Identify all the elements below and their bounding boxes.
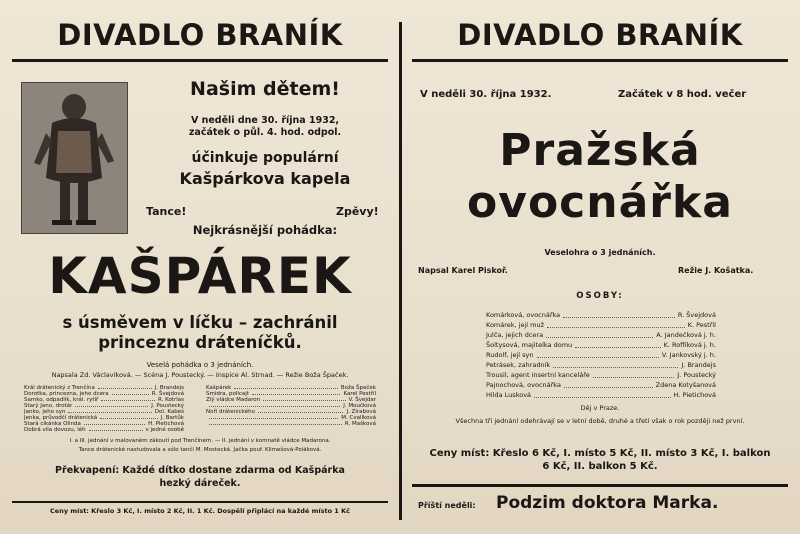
left-fairytale: Nejkrásnější pohádka: <box>192 223 338 237</box>
left-footer-rule <box>12 501 388 503</box>
cast-row: Samko, odpadlík, král. rytíř R. Kotrlas <box>24 397 184 403</box>
cast-row: Zlý vládce Madaron V. Švejdar <box>206 397 376 403</box>
center-divider <box>399 22 402 520</box>
cast-row: Stará cikánka Olinda H. Pietichová <box>24 421 184 427</box>
right-genre: Veselohra o 3 jednáních. <box>544 248 656 257</box>
right-cast-list <box>486 310 716 400</box>
right-next-title: Podzim doktora Marka. <box>496 493 719 513</box>
right-header-rule <box>412 59 788 62</box>
cast-row: Trousil, agent insertní kanceláře J. Poustecký <box>486 371 716 379</box>
right-note: Všechna tři jednání odehrávají se v letní době, druhé a třetí však o rok později než první. <box>455 417 745 425</box>
cast-row: M. Cvalíková <box>206 415 376 421</box>
cast-row: R. Mašková <box>206 421 376 427</box>
left-genre: Veselá pohádka o 3 jednáních. <box>146 361 254 369</box>
right-footer-rule <box>412 484 788 487</box>
left-note-2: Tance drátenické nastudovala a sólo tančí M. Mostecká. Jačka pouf. Klimešová-Poláková. <box>78 447 322 453</box>
left-header: DIVADLO BRANÍK <box>57 18 343 52</box>
cast-row: Petrásek, zahradník J. Brandejs <box>486 361 716 369</box>
right-next-label: Příští neděli: <box>418 501 476 510</box>
cast-row: J. Moučková <box>206 403 376 409</box>
cast-row: Pajnochová, ovocnářka Zdena Kotyšanová <box>486 381 716 389</box>
right-date: V neděli 30. října 1932. <box>420 89 552 100</box>
right-header: DIVADLO BRANÍK <box>457 18 743 52</box>
right-time: Začátek v 8 hod. večer <box>618 89 747 100</box>
left-note-1: I. a III. jednání v malovaném zákoutí pod Trenčínem. — II. jednání v komnatě vládce Madarona. <box>69 438 331 444</box>
left-credits: Napsala Zd. Václavíková. — Scéna J. Poustecký. — Inspice Al. Strnad. — Režie Boža Špaček. <box>51 371 349 379</box>
cast-row: Julča, jejich dcera A. Jandečková j. h. <box>486 331 716 339</box>
cast-row: Smidra, policajt Karel Pestřil <box>206 391 376 397</box>
left-band: Kašpárkova kapela <box>179 169 351 188</box>
left-cast-list-2 <box>206 385 376 427</box>
right-place: Děj v Praze. <box>580 404 620 412</box>
cast-row: Rudolf, její syn V. Jankovský j. h. <box>486 351 716 359</box>
right-prices-1: Ceny míst: Křeslo 6 Kč, I. místo 5 Kč, II. místo 3 Kč, I. balkon <box>429 448 771 459</box>
right-author: Napsal Karel Piskoř. <box>418 266 508 275</box>
right-prices-2: 6 Kč, II. balkon 5 Kč. <box>542 461 658 472</box>
cast-row: Komárek, její muž K. Pestřil <box>486 321 716 329</box>
right-director: Režie J. Košatka. <box>678 266 754 275</box>
left-dance: Tance! <box>146 205 187 218</box>
left-date: V neděli dne 30. října 1932, <box>190 115 340 126</box>
left-intro: Našim dětem! <box>190 78 340 100</box>
left-songs: Zpěvy! <box>336 205 379 218</box>
cast-row: Hilda Lusková H. Pietichová <box>486 391 716 399</box>
cast-row: Šoltysová, majitelka domu K. Roffíková j. h. <box>486 341 716 349</box>
left-surprise-1: Překvapení: Každé dítko dostane zdarma od Kašpárka <box>55 465 345 476</box>
left-prices: Ceny míst: Křeslo 3 Kč, I. místo 2 Kč, II. 1 Kč. Dospělí připlácí na každé místo 1 Kč <box>50 507 350 515</box>
cast-row: Dobrá víla dovozu, léh v jedné osobě <box>24 427 184 433</box>
right-title-2: ovocnářka <box>467 177 733 228</box>
cast-row: Jenka, průvodčí drátenická J. Bartůk <box>24 415 184 421</box>
left-header-rule <box>12 59 388 62</box>
left-cast-list <box>24 385 184 433</box>
cast-row: Starý Jano, drotár J. Poustecký <box>24 403 184 409</box>
jester-figure-icon <box>22 83 127 233</box>
cast-row: Kašpárek Boža Špaček <box>206 385 376 391</box>
kasparek-photo <box>21 82 128 234</box>
left-time: začátek o půl. 4. hod. odpol. <box>188 127 342 138</box>
right-cast-heading: OSOBY: <box>576 291 624 301</box>
cast-row: Komárková, ovocnářka R. Švejdová <box>486 311 716 319</box>
left-play-title: KAŠPÁREK <box>48 247 352 305</box>
left-subtitle-1: s úsměvem v líčku – zachránil <box>62 313 338 332</box>
cast-row: Janko, jeho syn Dol. Kabeš <box>24 409 184 415</box>
left-performs: účinkuje populární <box>191 150 339 166</box>
right-title-1: Pražská <box>499 125 701 176</box>
cast-row: Dorotka, princezna, jeho dcera R. Švejdová <box>24 391 184 397</box>
left-subtitle-2: princeznu dráteníčků. <box>98 333 302 352</box>
cast-row: Noří drátenického J. Zírabová <box>206 409 376 415</box>
left-surprise-2: hezký dáreček. <box>159 478 241 489</box>
cast-row: Král drátenický z Trenčína J. Brandejs <box>24 385 184 391</box>
